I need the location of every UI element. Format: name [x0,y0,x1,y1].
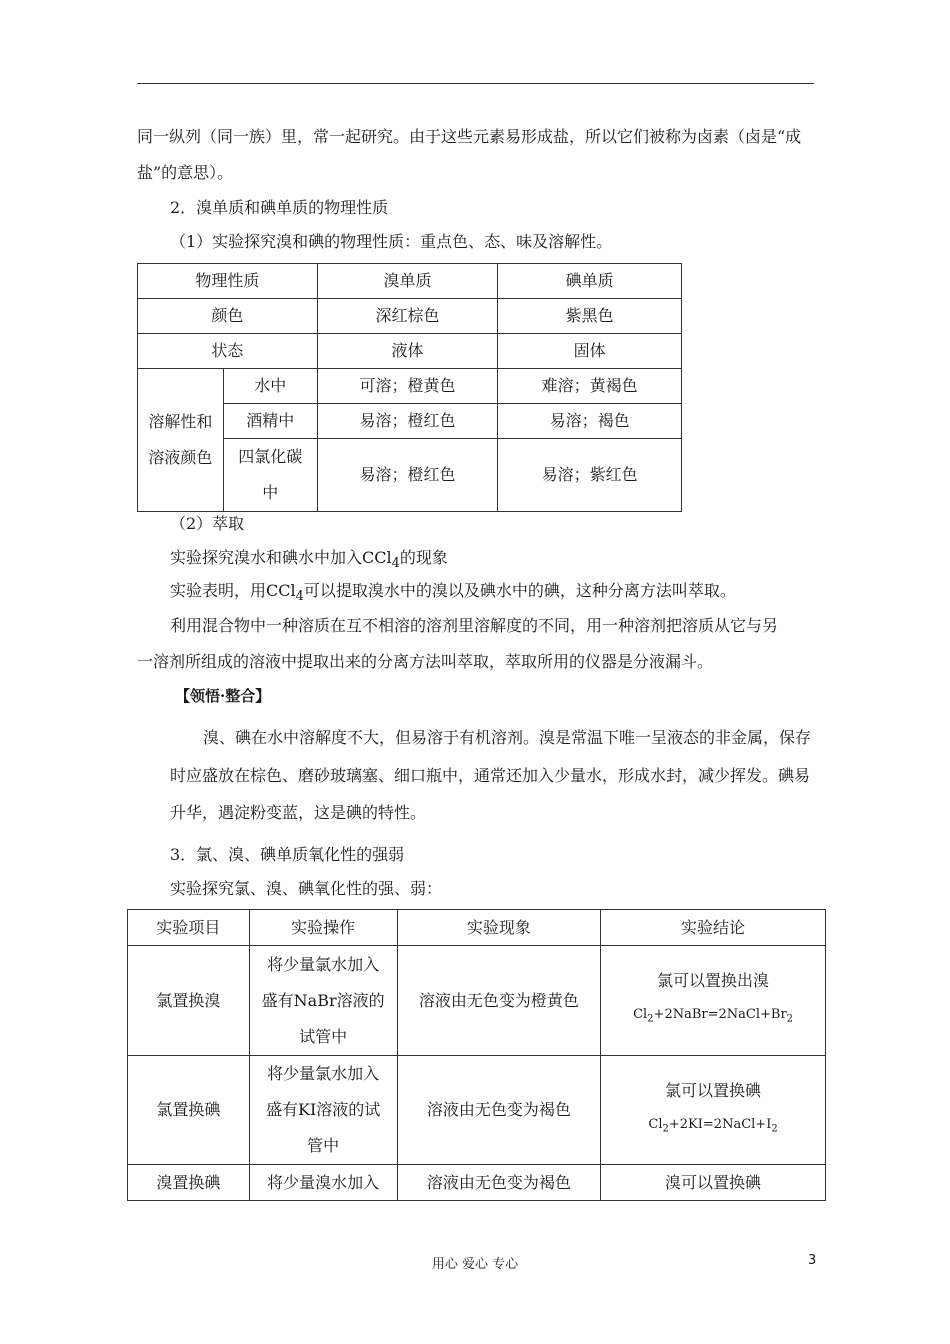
table-cell: 颜色 [138,299,318,334]
section-heading: 2．溴单质和碘单质的物理性质 [170,198,389,217]
table-cell [249,1056,397,1165]
table-cell: 溶液由无色变为褐色 [397,1056,601,1165]
paragraph-line: 盐”的意思）。 [137,163,234,182]
table-cell: 溴可以置换碘 [601,1165,826,1201]
subscript: 4 [295,589,304,605]
physical-properties-table [137,263,682,512]
subscript: 2 [647,1013,654,1025]
eq-part: Cl [648,1116,663,1132]
table-cell: 可溶；橙黄色 [317,369,498,404]
cell-line: 管中 [307,1136,340,1155]
cell-line: 盛有NaBr溶液的 [261,990,385,1010]
cell-line: 将少量氯水加入 [267,954,380,974]
table-header-cell: 溴单质 [317,264,498,299]
cell-line: 盛有KI溶液的试 [266,1100,381,1119]
cell-line: 氯可以置换出溴 [657,971,770,991]
table-header-cell: 物理性质 [138,264,318,299]
table-group-label [138,369,224,512]
insight-title: 【领悟·整合】 [175,687,271,705]
subscript: 2 [786,1013,794,1025]
paragraph-line: 溴、碘在水中溶解度不大，但易溶于有机溶剂。溴是常温下唯一呈液态的非金属，保存 [203,728,812,747]
table-cell: 易溶；橙红色 [317,439,498,512]
text-span: 实验表明，用CCl [170,581,296,600]
eq-part: +2KI=2NaCl+I [668,1116,772,1132]
table-cell: 易溶；褐色 [498,404,682,439]
cell-line: 试管中 [299,1026,348,1046]
header-rule [137,83,814,84]
section-heading: 3．氯、溴、碘单质氧化性的强弱 [170,845,405,864]
text-span: 实验探究溴水和碘水中加入CCl [170,548,392,567]
paragraph-line: 同一纵列（同一族）里，常一起研究。由于这些元素易形成盐，所以它们被称为卤素（卤是“成 [137,127,802,146]
table-cell [601,946,826,1056]
experiment-result [170,583,736,603]
paragraph-line: 升华，遇淀粉变蓝，这是碘的特性。 [170,803,427,822]
table-cell: 将少量溴水加入 [249,1165,397,1201]
text-span: 的现象 [399,548,448,567]
table-cell: 溶液由无色变为褐色 [397,1165,601,1201]
table-cell: 氯置换溴 [128,946,250,1056]
subscript: 2 [771,1123,778,1135]
subscript: 4 [391,556,400,572]
paragraph-line: 利用混合物中一种溶质在互不相溶的溶剂里溶解度的不同，用一种溶剂把溶质从它与另 [170,616,779,635]
paragraph-line: 实验探究氯、溴、碘氧化性的强、弱： [170,879,443,898]
table-header-cell: 实验现象 [397,910,601,946]
paragraph-line: 时应盛放在棕色、磨砂玻璃塞、细口瓶中，通常还加入少量水，形成水封，减少挥发。碘易 [170,766,811,785]
experiment-title [170,550,448,570]
table-cell: 易溶；紫红色 [498,439,682,512]
group-label-line: 溶液颜色 [148,448,213,467]
table-cell [249,946,397,1056]
table-cell: 液体 [317,334,498,369]
group-label-line: 溶解性和 [148,412,213,431]
table-cell: 酒精中 [223,404,317,439]
cell-line: 将少量氯水加入 [267,1064,380,1083]
subsection-heading: （1）实验探究溴和碘的物理性质：重点色、态、味及溶解性。 [170,232,613,251]
table-cell: 水中 [223,369,317,404]
table-cell: 难溶；黄褐色 [498,369,682,404]
paragraph-line: 一溶剂所组成的溶液中提取出来的分离方法叫萃取，萃取所用的仪器是分液漏斗。 [137,652,714,671]
table-cell: 紫黑色 [498,299,682,334]
chemical-equation [601,1108,825,1147]
table-cell: 溶液由无色变为橙黄色 [397,946,601,1056]
table-cell: 溴置换碘 [128,1165,250,1201]
table-cell: 固体 [498,334,682,369]
subsection-heading: （2）萃取 [170,514,245,533]
eq-part: +2NaBr=2NaCl+Br [653,1007,787,1023]
chemical-equation [601,998,825,1037]
table-header-cell: 碘单质 [498,264,682,299]
cell-line: 氯可以置换碘 [665,1080,762,1100]
subscript: 2 [662,1123,669,1135]
table-cell: 易溶；橙红色 [317,404,498,439]
table-header-cell: 实验操作 [249,910,397,946]
table-cell [223,439,317,512]
footer-text: 用心 爱心 专心 [431,1257,519,1272]
table-cell: 氯置换碘 [128,1056,250,1165]
page-number: 3 [808,1253,817,1268]
cell-line: 四氯化碳 [238,447,303,466]
eq-part: Cl [633,1007,648,1023]
table-cell: 状态 [138,334,318,369]
text-span: 可以提取溴水中的溴以及碘水中的碘，这种分离方法叫萃取。 [303,581,736,600]
table-cell: 深红棕色 [317,299,498,334]
table-cell [601,1056,826,1165]
table-header-cell: 实验项目 [128,910,250,946]
table-header-cell: 实验结论 [601,910,826,946]
cell-line: 中 [262,483,279,502]
oxidation-experiment-table [127,909,826,1201]
